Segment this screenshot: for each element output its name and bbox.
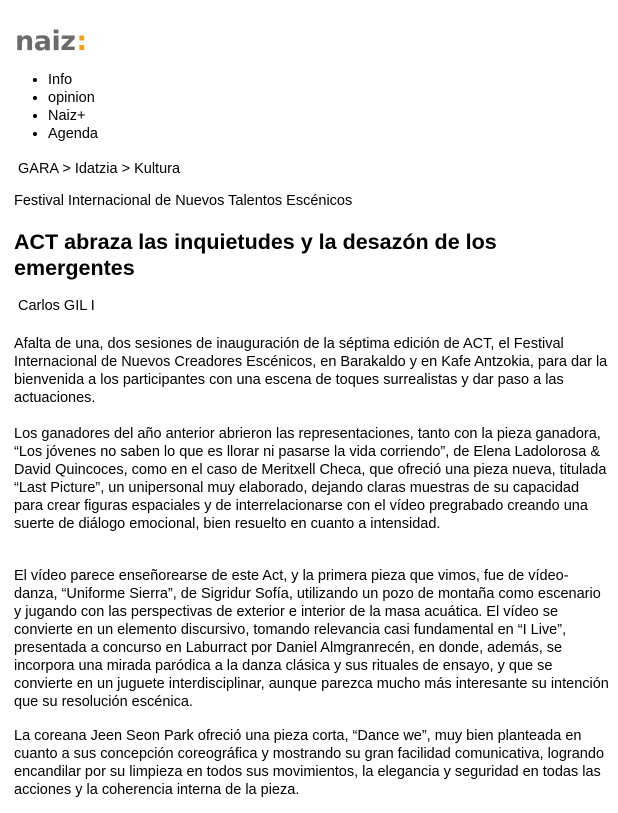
article-title: ACT abraza las inquietudes y la desazón de los emergentes	[14, 230, 497, 280]
breadcrumb	[18, 160, 180, 178]
article-paragraph: La coreana Jeen Seon Park ofreció una pieza corta, “Dance we”, muy bien planteada en cuanto a sus concepción coreográfica y mostrando su gran facilidad comunicativa, logrando encandilar por su limpieza en todos sus movimientos, la elegancia y seguridad en todas las acciones y la coherencia interna de la pieza.	[14, 728, 605, 798]
article-kicker: Festival Internacional de Nuevos Talentos Escénicos	[14, 193, 353, 209]
logo-text: naiz	[15, 26, 76, 57]
breadcrumb-separator: >	[62, 161, 71, 177]
nav-link-agenda[interactable]: Agenda	[48, 126, 98, 142]
breadcrumb-item-idatzia[interactable]: Idatzia	[74, 161, 118, 177]
nav-link-opinion[interactable]: opinion	[48, 90, 95, 106]
nav-link-naiz-plus[interactable]: Naiz+	[48, 108, 86, 124]
breadcrumb-item-kultura[interactable]: Kultura	[134, 161, 181, 177]
article-author: Carlos GIL I	[18, 298, 95, 314]
article-paragraph: El vídeo parece enseñorearse de este Act, y la primera pieza que vimos, fue de vídeo-danza, “Uniforme Sierra”, de Sigridur Sofía, utilizando un pozo de montaña como escenario y jugando con las perspectivas de exterior e interior de la masa acuática. El vídeo se convierte en un elemento discursivo, tomando relevancia casi fundamental en “I Live”, presentada a concurso en Laburract por Daniel Almgranrecén, en donde, además, se incorpora una mirada paródica a la danza clásica y sus rituales de ensayo, y que se convierte en un juguete interdisciplinar, aunque parezca mucho más interesante su intención que su resolución escénica.	[14, 568, 609, 710]
article-paragraph: Los ganadores del año anterior abrieron las representaciones, tanto con la pieza ganadora, “Los jóvenes no saben lo que es llorar ni pasarse la vida corriendo”, de Elena Ladolorosa & David Quincoces, como en el caso de Meritxell Checa, que ofreció una pieza nueva, titulada “Last Picture”, un unipersonal muy elaborado, dejando claras muestras de su capacidad para crear figuras espaciales y de interrelacionarse con el vídeo pregrabado creando una suerte de diálogo emocional, bien resuelto en cuanto a intensidad.	[14, 426, 607, 532]
nav-item-opinion	[48, 89, 98, 107]
naiz-logo[interactable]	[15, 26, 87, 60]
nav-link-info[interactable]: Info	[48, 72, 73, 88]
nav-item-naiz-plus	[48, 107, 98, 125]
breadcrumb-separator: >	[121, 161, 131, 177]
nav-item-info	[48, 71, 98, 89]
breadcrumb-item-gara[interactable]: GARA	[18, 161, 59, 177]
article-paragraph: Afalta de una, dos sesiones de inauguración de la séptima edición de ACT, el Festival Internacional de Nuevos Creadores Escénicos, en Barakaldo y en Kafe Antzokia, para dar la bienvenida a los participantes con una escena de toques surrealistas y dar paso a las actuaciones.	[14, 336, 608, 406]
logo-accent: :	[76, 26, 87, 57]
nav-item-agenda	[48, 125, 98, 143]
main-nav	[0, 71, 98, 143]
